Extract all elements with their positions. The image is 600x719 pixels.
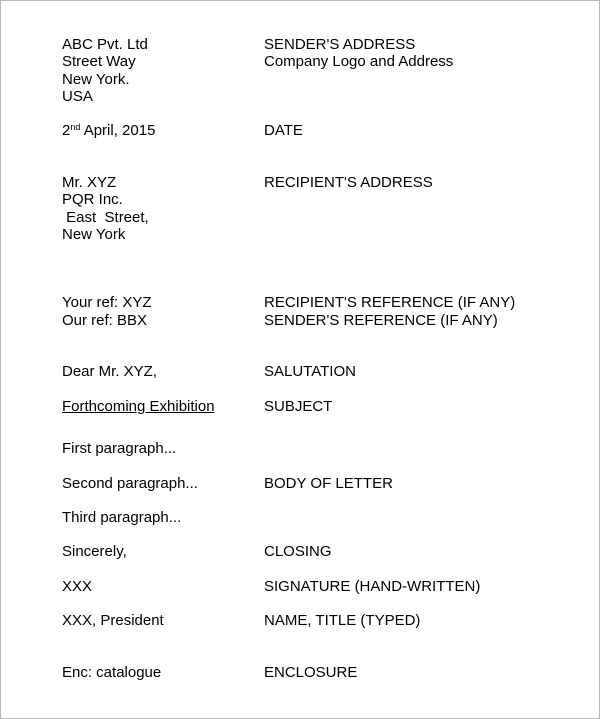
your-reference: Your ref: XYZ <box>62 294 152 311</box>
sender-line-city: New York. <box>62 71 130 88</box>
recipient-line-city: New York <box>62 226 126 243</box>
recipient-address-label: RECIPIENT'S ADDRESS <box>264 174 433 191</box>
salutation-label: SALUTATION <box>264 363 356 380</box>
date-day: 2 <box>62 122 71 139</box>
signature-label: SIGNATURE (HAND-WRITTEN) <box>264 578 481 595</box>
body-label: BODY OF LETTER <box>264 475 393 492</box>
enclosure-text: Enc: catalogue <box>62 664 162 681</box>
salutation-text: Dear Mr. XYZ, <box>62 363 158 380</box>
body-paragraph-1: First paragraph... <box>62 440 177 457</box>
date-suffix: nd <box>70 122 81 132</box>
date-rest: April, 2015 <box>80 122 156 139</box>
recipient-line-street: East Street, <box>62 209 149 226</box>
date-label: DATE <box>264 122 303 139</box>
sender-address-sublabel: Company Logo and Address <box>264 53 454 70</box>
sender-line-street: Street Way <box>62 53 136 70</box>
letter-date <box>62 122 155 140</box>
closing-label: CLOSING <box>264 543 332 560</box>
our-reference: Our ref: BBX <box>62 312 148 329</box>
sender-line-country: USA <box>62 88 93 105</box>
subject-label: SUBJECT <box>264 398 333 415</box>
name-title-label: NAME, TITLE (TYPED) <box>264 612 421 629</box>
recipient-reference-label: RECIPIENT'S REFERENCE (IF ANY) <box>264 294 516 311</box>
sender-line-company: ABC Pvt. Ltd <box>62 36 148 53</box>
name-title-text: XXX, President <box>62 612 164 629</box>
closing-text: Sincerely, <box>62 543 127 560</box>
enclosure-label: ENCLOSURE <box>264 664 358 681</box>
subject-text: Forthcoming Exhibition <box>62 398 215 415</box>
recipient-line-company: PQR Inc. <box>62 191 123 208</box>
sender-address-label: SENDER'S ADDRESS <box>264 36 416 53</box>
signature-text: XXX <box>62 578 93 595</box>
body-paragraph-2: Second paragraph... <box>62 475 198 492</box>
recipient-line-name: Mr. XYZ <box>62 174 117 191</box>
sender-reference-label: SENDER'S REFERENCE (IF ANY) <box>264 312 498 329</box>
body-paragraph-3: Third paragraph... <box>62 509 182 526</box>
